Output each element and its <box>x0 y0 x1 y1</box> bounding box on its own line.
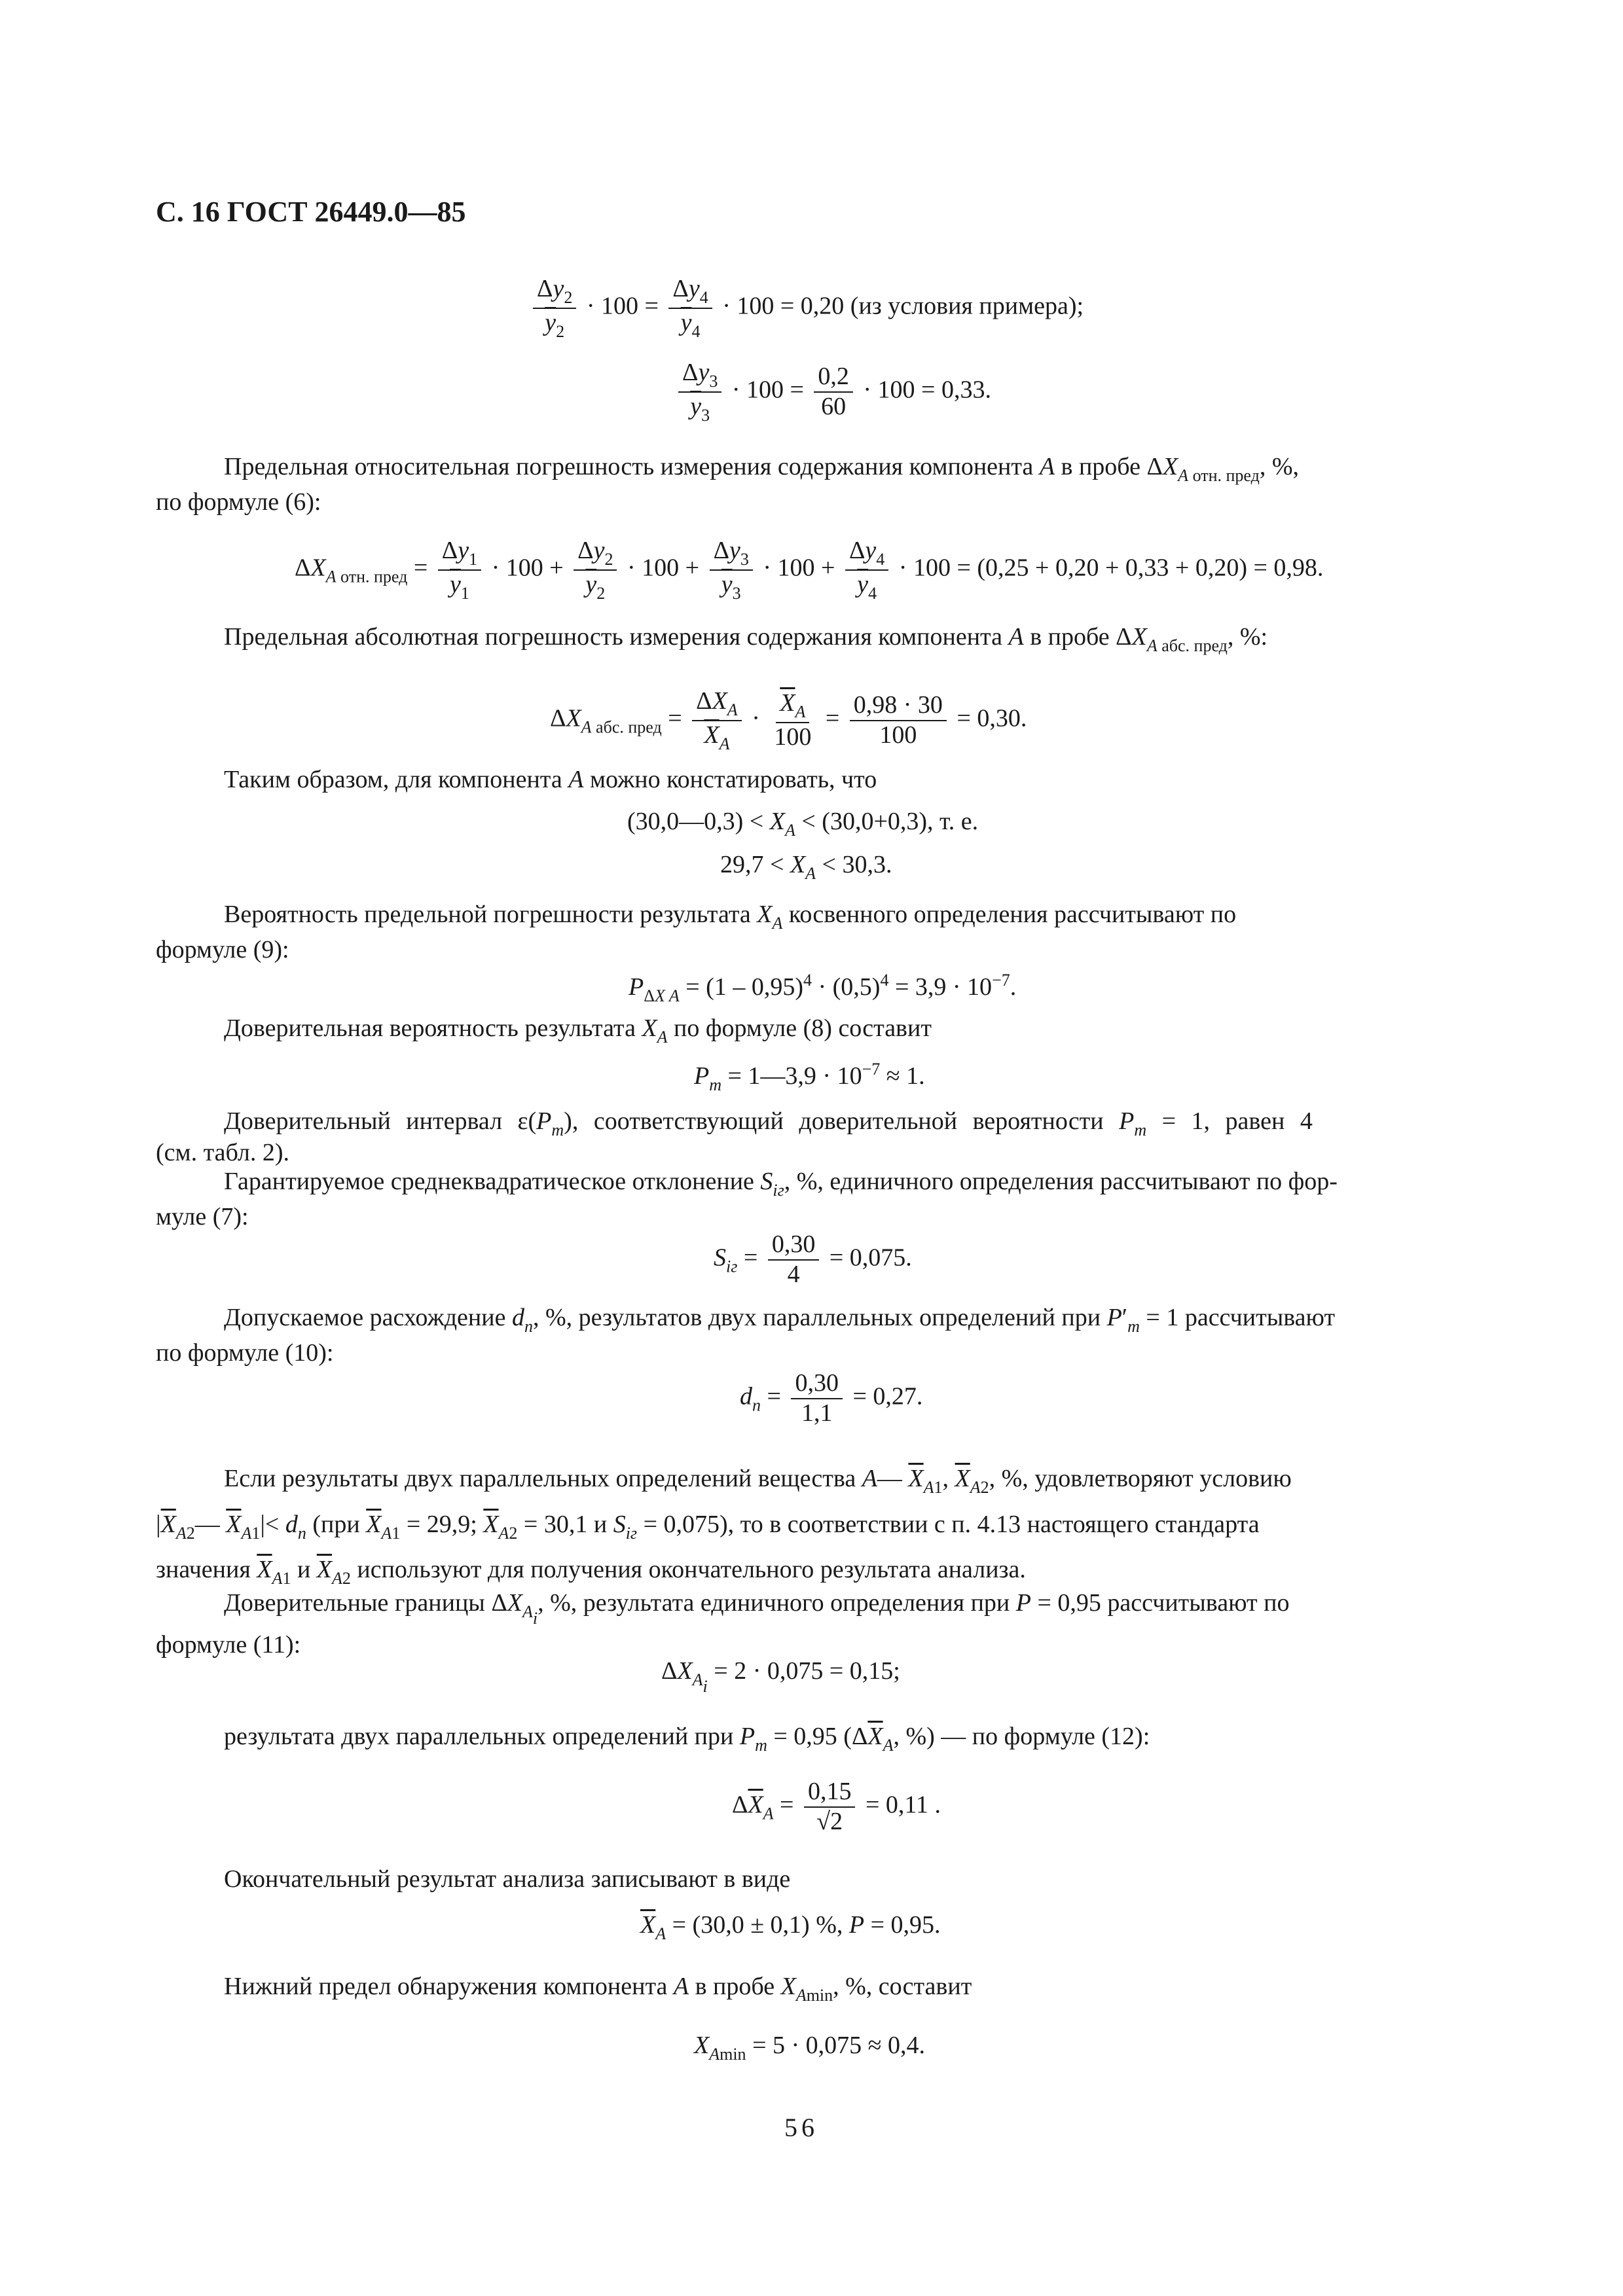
equation-4: $\Delta X_{A абс. пред}$ = $\frac{\Delta X_A}{\overline{X}_A}$ · $\frac{\overline{X}_A}{100}$ = $\frac{0,98 \cdot 30}{100}$ = 0,30. <box>550 687 1027 753</box>
paragraph-conclusion: Таким образом, для компонента A можно констатировать, что <box>224 766 877 793</box>
paragraph-interval-cont: (см. табл. 2). <box>156 1139 290 1166</box>
paragraph-relative-error: Предельная относительная погрешность измерения содержания компонента A в пробе $\Delta X_{A отн. пред}$, %, по формуле (6): <box>156 453 1299 516</box>
equation-10: $\Delta\overline{X}_A$ = $\frac{0,15}{√2}$ = 0,11 . <box>732 1778 941 1835</box>
paragraph-detection-limit: Нижний предел обнаружения компонента A в пробе $X_{Amin}$, %, составит <box>224 1973 972 2005</box>
inequality-1: (30,0—0,3) < $X_A < (30,0+0,3)$, т. е. <box>627 808 979 840</box>
paragraph-absolute-error: Предельная абсолютная погрешность измерения содержания компонента A в пробе $\Delta X_{A абс. пред}$, %: <box>224 623 1268 655</box>
paragraph-two-parallel: результата двух параллельных определений при $P_m = 0,95$ ($\Delta\overline{X}_A$, %) — по формуле (12): <box>224 1723 1150 1755</box>
paragraph-parallel-results: Если результаты двух параллельных определений вещества A— $\overline{X}_{A1}$, $\overline{X}_{A2}$, %, удовлетворяют условию $|\overline{X}_{A2}—$ $\overline{X}_{A1}|< d_n$ (при $\overline{X}_{A1} = 29,9$; $\overline{X}_{A2} = 30,1$ и $S_{iг} = 0,075$), то в соответствии с п. 4.13 настоящего стандарта значения $\overline{X}_{A1}$ и $\overline{X}_{A2}$ используют для получения окончательного результата анализа. <box>156 1465 1292 1588</box>
equation-7: $S_{iг}$ = $\frac{0,30}{4}$ = 0,075. <box>714 1230 912 1288</box>
paragraph-confidence: Доверительная вероятность результата $X_A$ по формуле (8) составит <box>224 1014 932 1047</box>
paragraph-confidence-bounds: Доверительные границы $\Delta X_{A_i}$, %, результата единичного определения при P = 0,95 рассчитывают по формуле (11): <box>156 1589 1290 1659</box>
equation-2: $\frac{\Delta y_3}{\overline{y}_3}$ · 100 = $\frac{0,2}{60}$ · 100 = 0,33. <box>674 359 991 425</box>
paragraph-probability: Вероятность предельной погрешности результата $X_A$ косвенного определения рассчитывают по формуле (9): <box>156 901 1237 963</box>
equation-12: $X_{Amin} = 5 \cdot 0,075 \approx 0,4$. <box>694 2032 926 2064</box>
equation-11: $\overline{X}_A = (30,0 \pm 0,1)$ %, P = 0,95. <box>640 1911 941 1943</box>
paragraph-final-result: Окончательный результат анализа записывают в виде <box>224 1865 791 1893</box>
equation-9: $\Delta X_{A_i} = 2 \cdot 0,075 = 0,15$; <box>661 1657 900 1696</box>
paragraph-deviation: Гарантируемое среднеквадратическое отклонение $S_{iг}$, %, единичного определения рассчитывают по фор- муле (7): <box>156 1168 1338 1230</box>
page-header: С. 16 ГОСТ 26449.0—85 <box>156 196 466 228</box>
equation-3: $\Delta X_{A отн. пред}$ = $\frac{\Delta y_1}{\overline{y}_1}$ · 100 + $\frac{\Delta y_2}{\overline{y}_2}$ · 100 + $\frac{\Delta y_3}{\overline{y}_3}$ · 100 + $\frac{\Delta y_4}{\overline{y}_4}$ · 100 = (0,25 + 0,20 + 0,33 + 0,20) = 0,98. <box>295 537 1324 603</box>
page-number: 56 <box>784 2113 818 2142</box>
paragraph-discrepancy: Допускаемое расхождение $d_n$, %, результатов двух параллельных определений при $P'_m = 1$ рассчитывают по формуле (10): <box>156 1304 1336 1367</box>
equation-6: $P_m$ = 1—3,9 · $10^{-7} \approx 1$. <box>694 1060 925 1094</box>
paragraph-interval: Доверительный интервал $\varepsilon(P_m)$, соответствующий доверительной вероятности $P_m = 1$, равен 4 <box>224 1107 1313 1139</box>
equation-8: $d_n$ = $\frac{0,30}{1,1}$ = 0,27. <box>740 1369 923 1427</box>
inequality-2: $29,7 < X_A < 30,3$. <box>720 851 892 883</box>
equation-1: $\frac{\Delta y_2}{\overline{y}_2}$ · 100 = $\frac{\Delta y_4}{\overline{y}_4}$ · 100 = 0,20 (из условия примера); <box>529 275 1084 342</box>
equation-5: $P_{\Delta X A} = (1 - 0,95)^4 \cdot (0,5)^4 = 3,9 \cdot 10^{-7}$. <box>629 971 1017 1005</box>
